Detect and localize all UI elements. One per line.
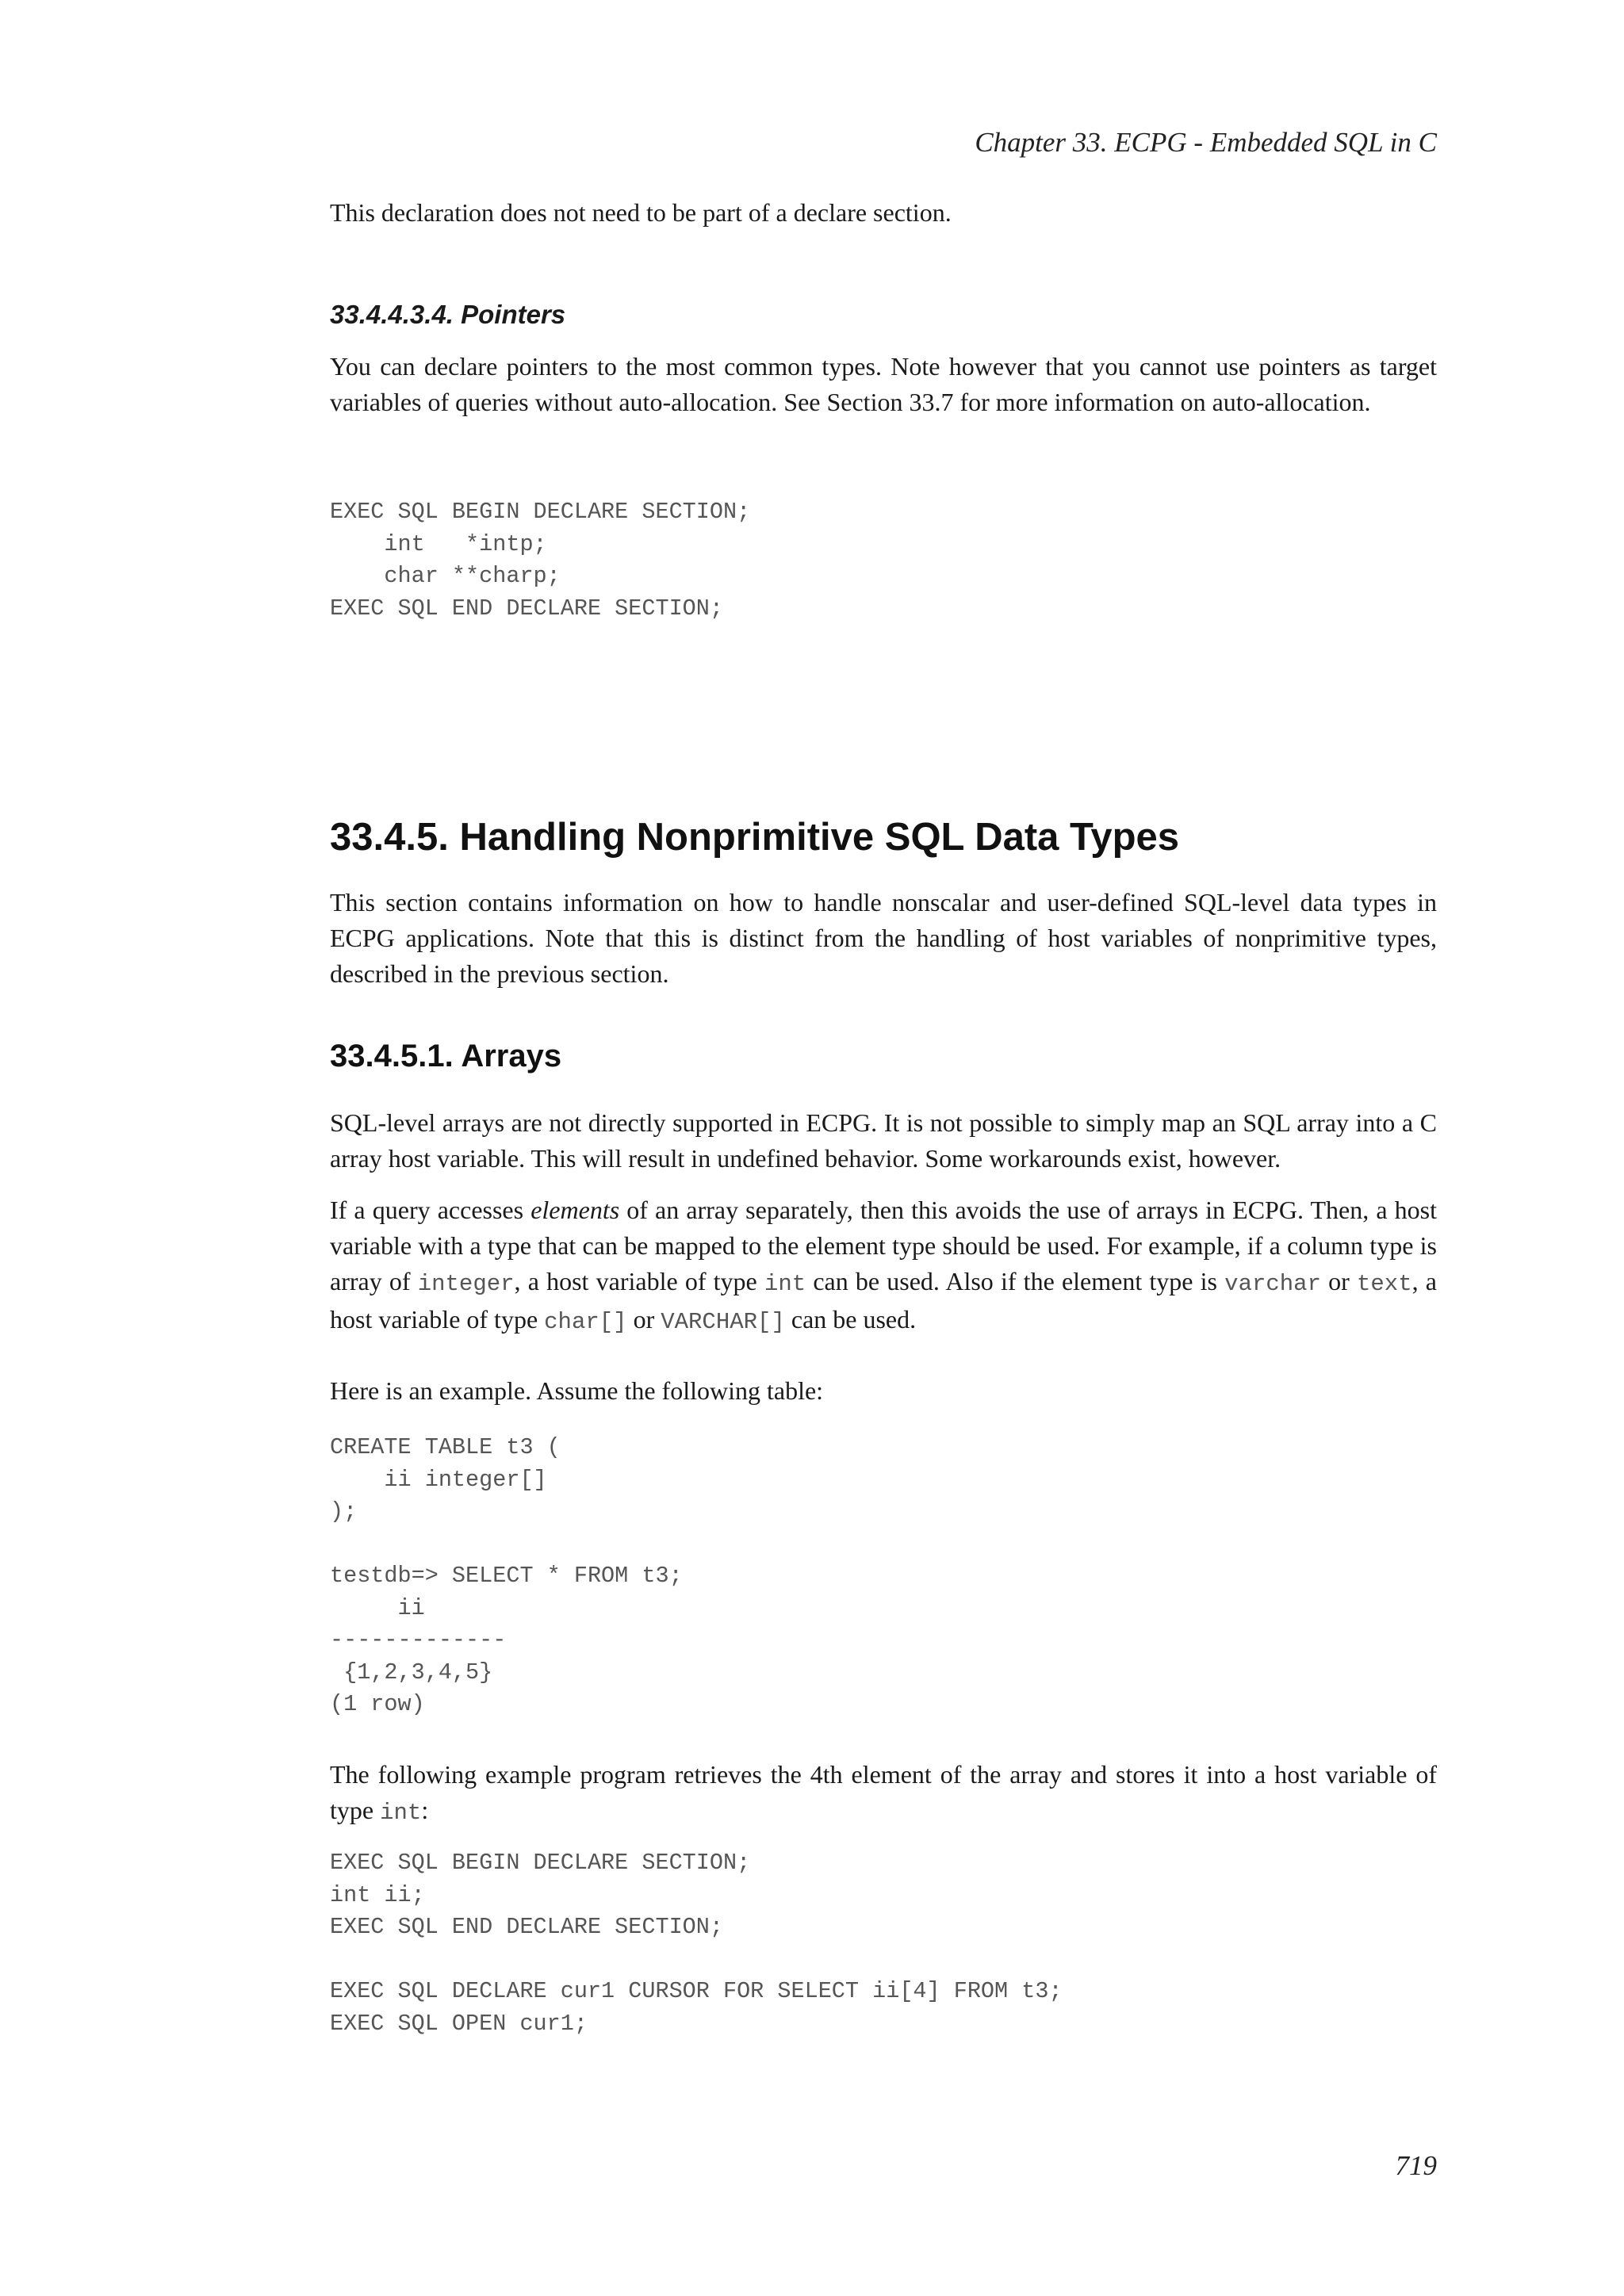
inline-code: text — [1357, 1271, 1412, 1297]
arrays-paragraph-2: If a query accesses elements of an array separately, then this avoids the use of arrays in ECPG. Then, a host variable with a type that can be mapped to the element type should be used. For example, if a column type is array of integer, a host variable of type int can be used. Also if the element type is varchar or text, a host variable of type char[] or VARCHAR[] can be used. — [330, 1196, 1438, 1335]
intro-line: This declaration does not need to be part of a declare section. — [330, 198, 952, 227]
section-heading: 33.4.5. Handling Nonprimitive SQL Data Types — [330, 816, 1180, 859]
section-paragraph: This section contains information on how to handle nonscalar and user-defined SQL-level data types in ECPG applications. Note that this is distinct from the handling of host variables of nonprimitive types, described in the previous section. — [330, 888, 1437, 988]
pointers-paragraph: You can declare pointers to the most common types. Note however that you cannot use pointers as target variables of queries without auto-allocation. See Section 33.7 for more information on auto-allocation. — [330, 352, 1437, 416]
program-example-code-block: EXEC SQL BEGIN DECLARE SECTION; int ii; EXEC SQL END DECLARE SECTION; EXEC SQL DECLARE cur1 CURSOR FOR SELECT ii[4] FROM t3; EXEC SQL OPEN cur1; — [330, 1850, 1063, 2037]
arrays-paragraph-3: Here is an example. Assume the following table: — [330, 1376, 824, 1405]
inline-code: varchar — [1224, 1271, 1321, 1297]
arrays-paragraph-1: SQL-level arrays are not directly supported in ECPG. It is not possible to simply map an SQL array into a C array host variable. This will result in undefined behavior. Some workarounds exist, however. — [330, 1108, 1437, 1173]
pointers-code-block: EXEC SQL BEGIN DECLARE SECTION; int *intp; char **charp; EXEC SQL END DECLARE SECTION; — [330, 499, 751, 622]
inline-code: char[] — [544, 1309, 627, 1335]
table-example-code-block: CREATE TABLE t3 ( ii integer[] ); testdb=> SELECT * FROM t3; ii ------------- {1,2,3,4,5} (1 row) — [330, 1434, 683, 1717]
inline-code: int — [380, 1800, 422, 1826]
running-header: Chapter 33. ECPG - Embedded SQL in C — [975, 127, 1437, 158]
pointers-heading: 33.4.4.3.4. Pointers — [330, 300, 566, 329]
inline-code: integer — [417, 1271, 515, 1297]
inline-code: int — [764, 1271, 806, 1297]
arrays-heading: 33.4.5.1. Arrays — [330, 1039, 562, 1073]
inline-code: VARCHAR[] — [661, 1309, 785, 1335]
page-number: 719 — [1395, 2150, 1437, 2181]
arrays-paragraph-4: The following example program retrieves the 4th element of the array and stores it into a host variable of type int: — [330, 1760, 1437, 1826]
